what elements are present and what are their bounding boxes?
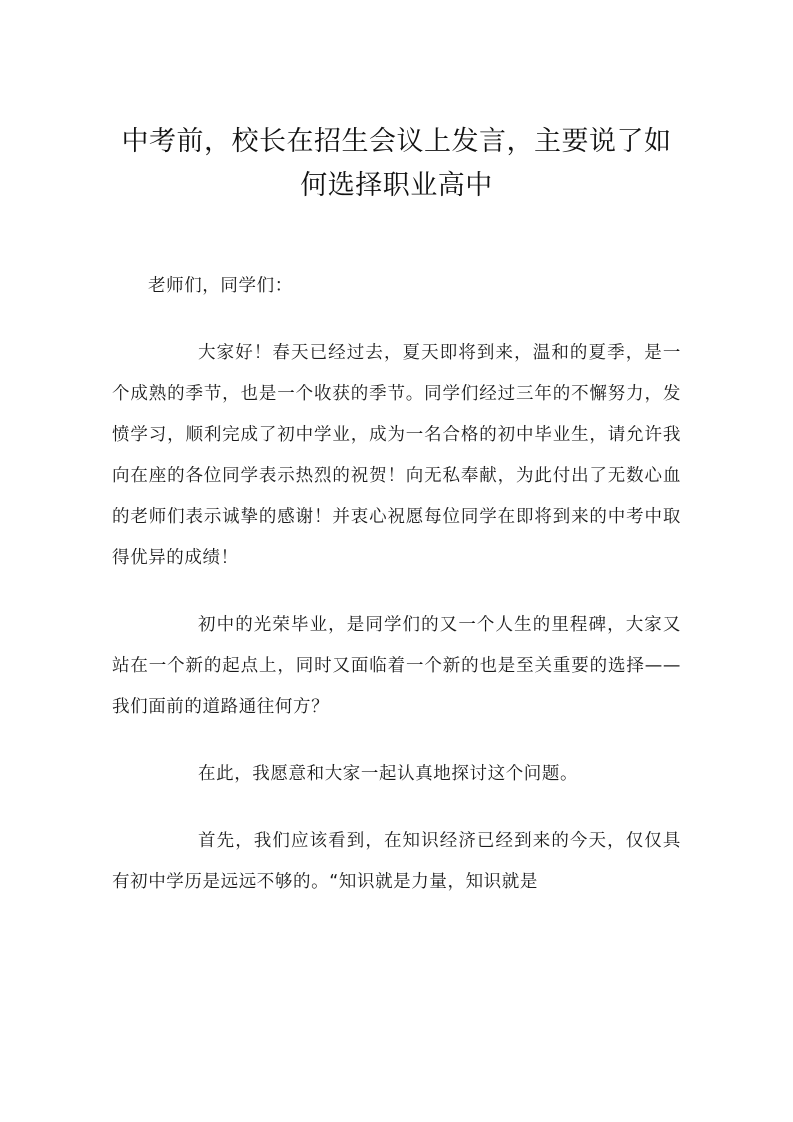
paragraph-greeting: 大家好！春天已经过去，夏天即将到来，温和的夏季，是一个成熟的季节，也是一个收获的季节。同学们经过三年的不懈努力，发愤学习，顺利完成了初中学业，成为一名合格的初中毕业生，请允许我向在座的各位同学表示热烈的祝贺！向无私奉献，为此付出了无数心血的老师们表示诚挚的感谢！并衷心祝愿每位同学在即将到来的中考中取得优异的成绩！ [112,343,681,568]
document-body [112,266,681,903]
paragraph-discussion: 在此，我愿意和大家一起认真地探讨这个问题。 [198,764,579,784]
paragraph-knowledge: 首先，我们应该看到，在知识经济已经到来的今天，仅仅具有初中学历是远远不够的。“知识就是力量，知识就是 [112,831,681,892]
page-title: 中考前，校长在招生会议上发言，主要说了如何选择职业高中 [121,126,672,201]
paragraph-salutation: 老师们，同学们： [148,276,293,296]
paragraph-milestone: 初中的光荣毕业，是同学们的又一个人生的里程碑，大家又站在一个新的起点上，同时又面临着一个新的也是至关重要的选择——我们面前的道路通往何方？ [112,615,681,717]
